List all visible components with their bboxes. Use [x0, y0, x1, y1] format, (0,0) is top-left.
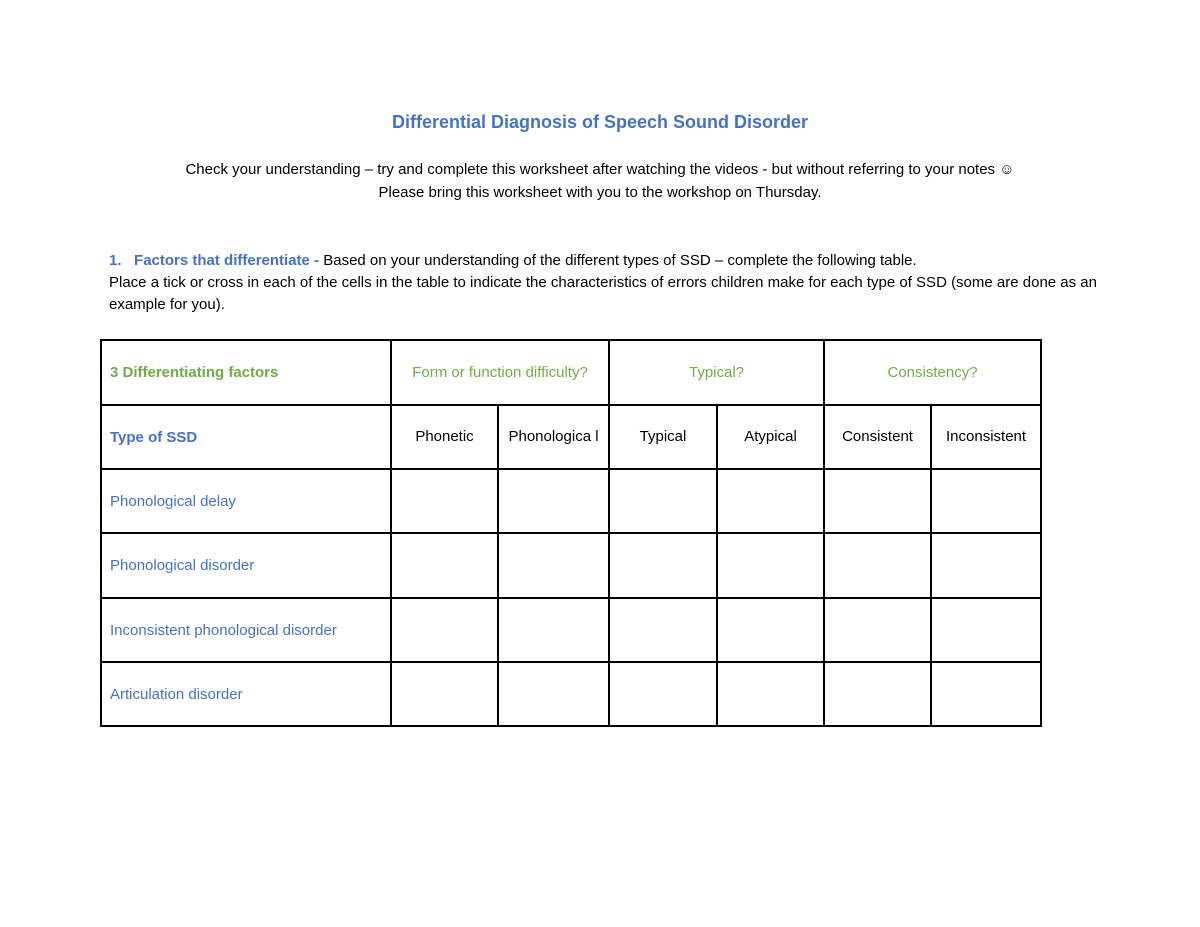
- answer-cell[interactable]: [717, 469, 824, 533]
- answer-cell[interactable]: [824, 469, 931, 533]
- answer-cell[interactable]: [931, 469, 1041, 533]
- section-number: 1.: [109, 252, 122, 269]
- section-lead: Based on your understanding of the different types of SSD – complete the following table.: [319, 252, 917, 269]
- row-label-phonological-delay: Phonological delay: [101, 469, 391, 533]
- answer-cell[interactable]: [498, 533, 609, 598]
- answer-cell[interactable]: [391, 469, 498, 533]
- row-label-articulation-disorder: Articulation disorder: [101, 662, 391, 726]
- subheader-phonological: Phonologica l: [498, 405, 609, 469]
- answer-cell[interactable]: [609, 598, 717, 662]
- row-label-phonological-disorder: Phonological disorder: [101, 533, 391, 598]
- subheader-inconsistent: Inconsistent: [931, 405, 1041, 469]
- answer-cell[interactable]: [824, 662, 931, 726]
- section-instructions: Place a tick or cross in each of the cells in the table to indicate the characteristics of errors children make for each type of SSD (some are done as an example for you).: [109, 274, 1097, 313]
- answer-cell[interactable]: [498, 469, 609, 533]
- subheader-typical: Typical: [609, 405, 717, 469]
- section-heading: Factors that differentiate -: [134, 252, 320, 269]
- subheader-atypical: Atypical: [717, 405, 824, 469]
- subheader-phonetic: Phonetic: [391, 405, 498, 469]
- group-header-typical: Typical?: [609, 340, 824, 405]
- answer-cell[interactable]: [931, 533, 1041, 598]
- table-row: [101, 662, 1041, 726]
- table-group-header-row: [101, 340, 1041, 405]
- answer-cell[interactable]: [717, 598, 824, 662]
- answer-cell[interactable]: [498, 598, 609, 662]
- intro-line-2: Please bring this worksheet with you to the workshop on Thursday.: [378, 184, 822, 201]
- factors-header: 3 Differentiating factors: [101, 340, 391, 405]
- answer-cell[interactable]: [931, 662, 1041, 726]
- intro-text: [0, 158, 1200, 204]
- answer-cell[interactable]: [824, 533, 931, 598]
- answer-cell[interactable]: [609, 469, 717, 533]
- group-header-consistency: Consistency?: [824, 340, 1041, 405]
- answer-cell[interactable]: [391, 533, 498, 598]
- worksheet-title: Differential Diagnosis of Speech Sound Disorder: [391, 112, 809, 132]
- answer-cell[interactable]: [391, 598, 498, 662]
- row-label-inconsistent-phonological-disorder: Inconsistent phonological disorder: [101, 598, 391, 662]
- table-row: [101, 469, 1041, 533]
- answer-cell[interactable]: [609, 533, 717, 598]
- answer-cell[interactable]: [717, 662, 824, 726]
- group-header-form-function: Form or function difficulty?: [391, 340, 609, 405]
- answer-cell[interactable]: [498, 662, 609, 726]
- table-subheader-row: [101, 405, 1041, 469]
- answer-cell[interactable]: [931, 598, 1041, 662]
- answer-cell[interactable]: [609, 662, 717, 726]
- intro-line-1: Check your understanding – try and complete this worksheet after watching the videos - but without referring to your notes ☺: [185, 161, 1015, 178]
- subheader-consistent: Consistent: [824, 405, 931, 469]
- ssd-table: [100, 339, 1042, 727]
- answer-cell[interactable]: [824, 598, 931, 662]
- table-row: [101, 533, 1041, 598]
- type-of-ssd-header: Type of SSD: [101, 405, 391, 469]
- answer-cell[interactable]: [717, 533, 824, 598]
- table-row: [101, 598, 1041, 662]
- answer-cell[interactable]: [391, 662, 498, 726]
- section-1: [109, 250, 1099, 316]
